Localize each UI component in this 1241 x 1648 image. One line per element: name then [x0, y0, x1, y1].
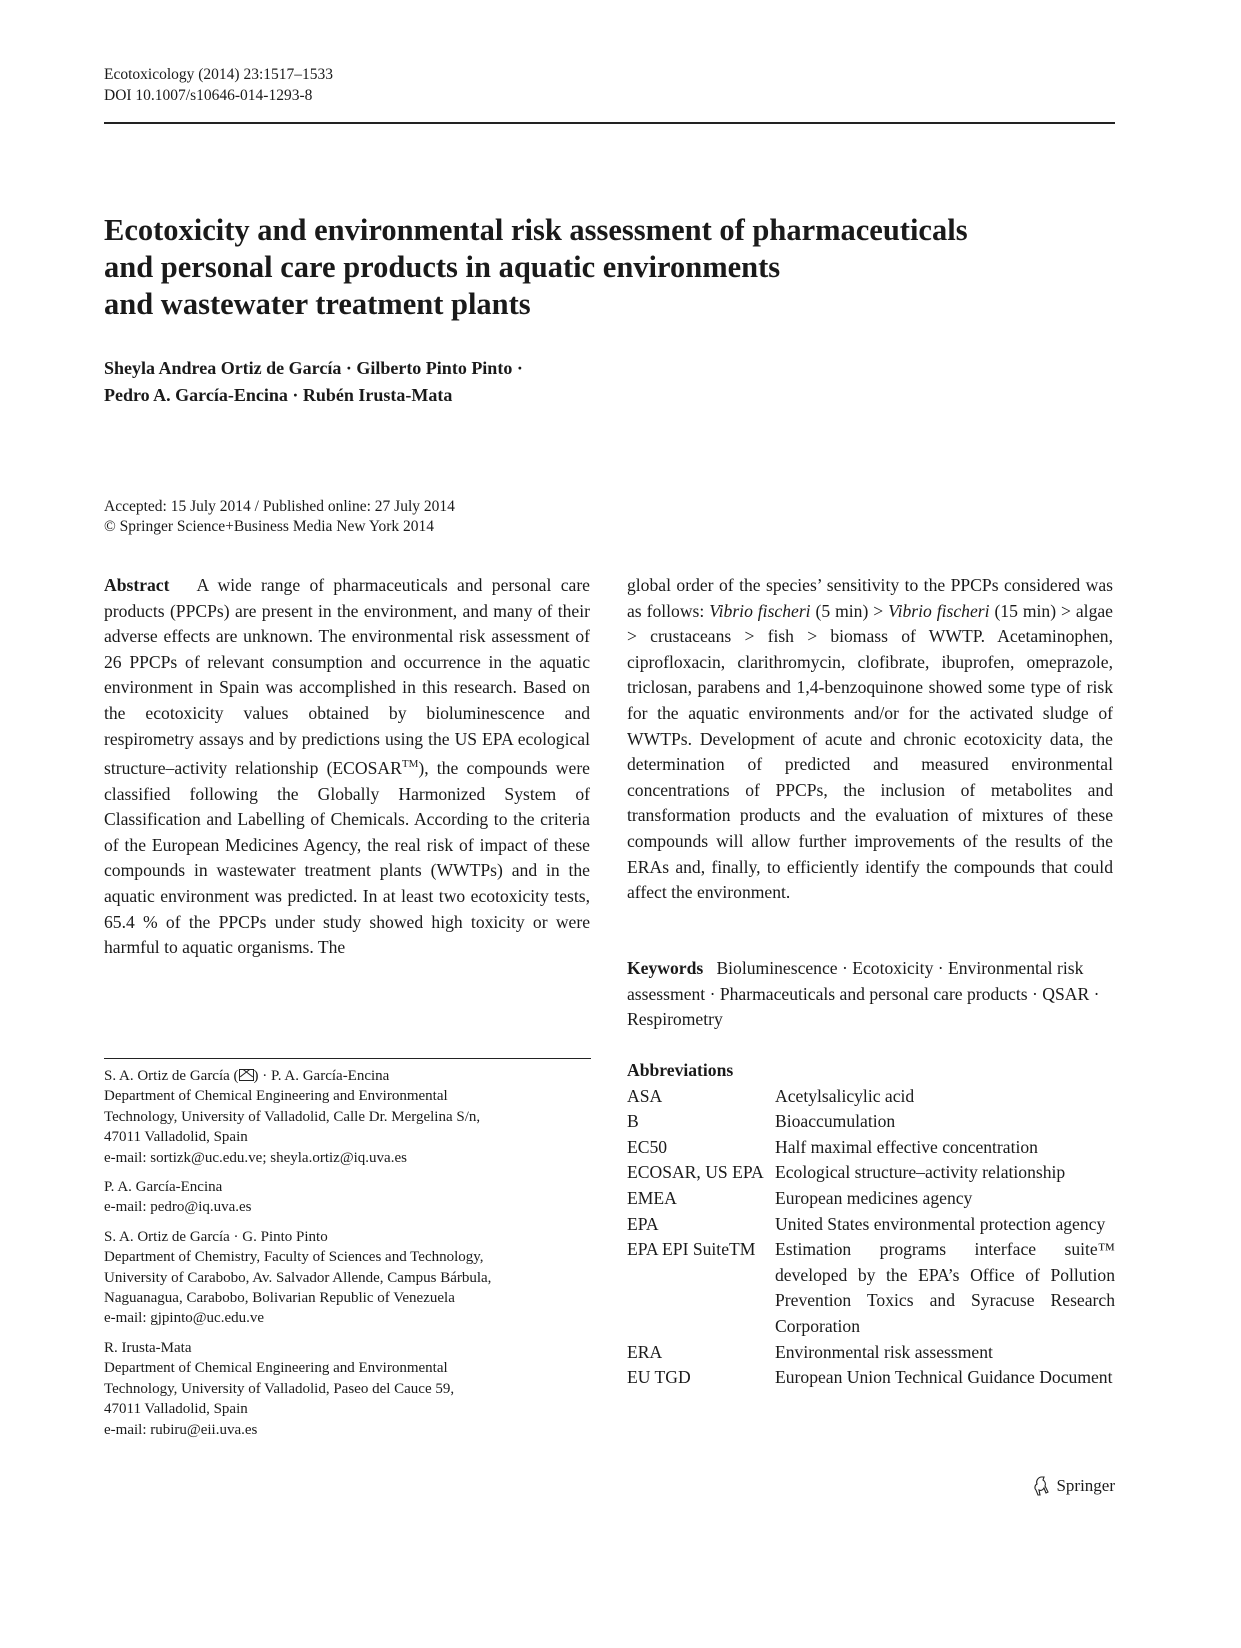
abbreviation-definition: Bioaccumulation: [775, 1111, 896, 1132]
abbreviation-definition: European Union Technical Guidance Document: [775, 1367, 1113, 1388]
title-line: and wastewater treatment plants: [104, 287, 531, 321]
keywords-section: [627, 956, 1113, 1033]
abstract-text: (15 min) > algae > crustaceans > fish > biomass of WWTP. Acetaminophen, ciprofloxacin, clarithromycin, clofibrate, ibuprofen, omeprazole, triclosan, parabens and 1,4-benzoquinone showed some type of risk for the aquatic environments and/or for the activated sludge of WWTPs. Development of acute and chronic ecotoxicity data, the determination of predicted and measured environmental concentrations of PPCPs, the inclusion of metabolites and transformation products and the evaluation of mixtures of these compounds will allow further improvements of the results of the ERAs and, finally, to efficiently identify the compounds that could affect the environment.: [627, 600, 1113, 903]
affiliation-names: [104, 1066, 591, 1086]
abbreviation-term: ASA: [627, 1085, 663, 1106]
abbreviation-row: [627, 1212, 1115, 1238]
affiliation-email: e-mail: rubiru@eii.uva.es: [104, 1421, 258, 1438]
publisher-name: Springer: [1056, 1476, 1115, 1495]
abbreviation-term: EMEA: [627, 1187, 677, 1208]
footnote-rule: [104, 1058, 591, 1059]
affiliation-line: 47011 Valladolid, Spain: [104, 1129, 248, 1146]
abstract-paragraph: [104, 573, 590, 961]
abbreviation-row: [627, 1160, 1115, 1186]
affiliation-line: R. Irusta-Mata: [104, 1339, 192, 1356]
species-name: Vibrio fischeri: [888, 600, 990, 621]
journal-header: [104, 64, 333, 106]
header-rule: [104, 122, 1115, 124]
abbreviations-section: [627, 1058, 1115, 1391]
keywords-heading: Keywords: [627, 958, 704, 978]
abstract-left-column: [104, 573, 590, 961]
doi: DOI 10.1007/s10646-014-1293-8: [104, 87, 313, 104]
abbreviations-heading: Abbreviations: [627, 1060, 734, 1080]
title-line: and personal care products in aquatic environments: [104, 250, 781, 284]
abstract-right-column: [627, 573, 1113, 906]
abbreviation-term: B: [627, 1111, 639, 1132]
affiliation-line: Naguanagua, Carabobo, Bolivarian Republic of Venezuela: [104, 1290, 455, 1307]
abbreviation-term: EC50: [627, 1136, 668, 1157]
affiliation-block: [104, 1338, 591, 1440]
affiliation-line: Department of Chemistry, Faculty of Sciences and Technology,: [104, 1249, 484, 1266]
affiliation-line: Technology, University of Valladolid, Calle Dr. Mergelina S/n,: [104, 1108, 481, 1125]
authors-line: Sheyla Andrea Ortiz de García · Gilberto Pinto Pinto ·: [104, 358, 523, 378]
affiliation-email: e-mail: pedro@iq.uva.es: [104, 1199, 252, 1216]
abbreviation-term: ECOSAR, US EPA: [627, 1162, 764, 1183]
accepted-date: Accepted: 15 July 2014 / Published online: 27 July 2014: [104, 498, 455, 515]
publication-dates: [104, 497, 455, 537]
title-line: Ecotoxicity and environmental risk assessment of pharmaceuticals: [104, 213, 968, 247]
abbreviation-definition: Acetylsalicylic acid: [775, 1085, 915, 1106]
abbreviation-term: EPA EPI SuiteTM: [627, 1239, 756, 1260]
abstract-text: ), the compounds were classified following the Globally Harmonized System of Classification and Labelling of Chemicals. According to the criteria of the European Medicines Agency, the real risk of impact of these compounds in wastewater treatment plants (WWTPs) and in the aquatic environment was predicted. In at least two ecotoxicity tests, 65.4 % of the PPCPs under study showed high toxicity or were harmful to aquatic organisms. The: [104, 758, 590, 958]
affiliation-line: Department of Chemical Engineering and Environmental: [104, 1088, 448, 1105]
abstract-continuation: [627, 573, 1113, 906]
affiliation-block: [104, 1227, 591, 1329]
springer-horse-icon: [1032, 1475, 1050, 1497]
affiliation-line: 47011 Valladolid, Spain: [104, 1401, 248, 1418]
copyright: © Springer Science+Business Media New York 2014: [104, 518, 435, 535]
publisher-footer: [1032, 1475, 1115, 1497]
abbreviation-definition: Half maximal effective concentration: [775, 1136, 1038, 1157]
species-name: Vibrio fischeri: [709, 600, 811, 621]
affiliation-name: S. A. Ortiz de García (: [104, 1068, 239, 1084]
affiliation-name: ) · P. A. García-Encina: [253, 1068, 390, 1084]
envelope-icon: [239, 1069, 254, 1081]
affiliation-line: Department of Chemical Engineering and Environmental: [104, 1360, 448, 1377]
abbreviation-definition: Environmental risk assessment: [775, 1341, 993, 1362]
author-affiliations: [104, 1066, 591, 1449]
abstract-heading: Abstract: [104, 575, 170, 595]
abbreviation-term: EPA: [627, 1213, 659, 1234]
affiliation-line: Technology, University of Valladolid, Paseo del Cauce 59,: [104, 1380, 455, 1397]
abstract-text: A wide range of pharmaceuticals and personal care products (PPCPs) are present in the environment, and many of their adverse effects are unknown. The environmental risk assessment of 26 PPCPs of relevant consumption and occurrence in the aquatic environment in Spain was accomplished in this research. Based on the ecotoxicity values obtained by bioluminescence and respirometry assays and by predictions using the US EPA ecological structure–activity relationship (ECOSAR: [104, 575, 590, 779]
affiliation-line: P. A. García-Encina: [104, 1179, 223, 1196]
abbreviation-term: ERA: [627, 1341, 663, 1362]
affiliation-block: [104, 1066, 591, 1168]
abstract-text: (5 min) >: [810, 600, 889, 621]
keywords-text: Bioluminescence · Ecotoxicity · Environmental risk assessment · Pharmaceuticals and personal care products · QSAR · Respirometry: [627, 958, 1100, 1030]
abbreviation-row: [627, 1135, 1115, 1161]
journal-citation: Ecotoxicology (2014) 23:1517–1533: [104, 66, 334, 83]
affiliation-line: S. A. Ortiz de García · G. Pinto Pinto: [104, 1228, 328, 1245]
affiliation-email: e-mail: sortizk@uc.edu.ve; sheyla.ortiz@iq.uva.es: [104, 1149, 407, 1166]
abbreviation-row: [627, 1340, 1115, 1366]
affiliation-line: University of Carabobo, Av. Salvador Allende, Campus Bárbula,: [104, 1269, 492, 1286]
abbreviation-term: EU TGD: [627, 1367, 691, 1388]
abbreviation-definition: European medicines agency: [775, 1187, 973, 1208]
abbreviation-row: [627, 1186, 1115, 1212]
author-list: [104, 355, 904, 409]
abbreviation-row: [627, 1365, 1115, 1391]
abbreviation-definition: Ecological structure–activity relationship: [775, 1162, 1066, 1183]
abbreviation-definition: Estimation programs interface suite™ developed by the EPA’s Office of Pollution Prevention Toxics and Syracuse Research Corporation: [775, 1239, 1115, 1336]
authors-line: Pedro A. García-Encina · Rubén Irusta-Mata: [104, 385, 453, 405]
abbreviation-row: [627, 1084, 1115, 1110]
abbreviation-definition: United States environmental protection agency: [775, 1213, 1106, 1234]
affiliation-block: [104, 1177, 591, 1218]
abbreviation-row: [627, 1237, 1115, 1339]
abstract-text: global order of the species’ sensitivity to the PPCPs considered was as follows:: [627, 575, 1113, 621]
affiliation-email: e-mail: gjpinto@uc.edu.ve: [104, 1310, 265, 1327]
trademark-superscript: TM: [401, 758, 419, 771]
abbreviation-row: [627, 1109, 1115, 1135]
paper-title: [104, 212, 1115, 323]
